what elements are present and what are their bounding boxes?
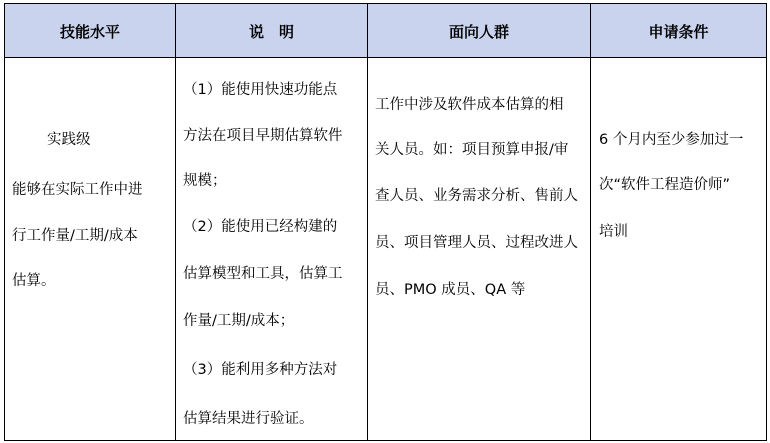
header-description: 说 明: [248, 22, 294, 41]
header-conditions: 申请条件: [648, 22, 709, 41]
description-line: 估算模型和工具，估算工: [183, 266, 343, 282]
audience-line: 员、PMO 成员、QA 等: [375, 282, 526, 298]
description-line: 规模；: [183, 173, 227, 189]
description-line: （3）能利用多种方法对: [183, 362, 338, 378]
skill-level-cell: [5, 58, 175, 440]
audience-line: 员、项目管理人员、过程改进人: [375, 235, 578, 251]
audience-line: 工作中涉及软件成本估算的相: [375, 97, 564, 113]
conditions-line: 6 个月内至少参加过一: [599, 132, 744, 148]
conditions-cell: [591, 58, 766, 440]
audience-cell: [368, 58, 590, 440]
skill-level-line: 行工作量/工期/成本: [12, 228, 138, 244]
header-skill-level: 技能水平: [59, 22, 120, 41]
conditions-line: 次“软件工程造价师”: [599, 177, 731, 193]
header-audience: 面向人群: [448, 22, 509, 41]
description-cell: [176, 58, 367, 440]
skill-level-title: 实践级: [47, 132, 91, 148]
audience-line: 查人员、业务需求分析、售前人: [375, 188, 578, 204]
skill-level-line: 估算。: [12, 273, 56, 289]
description-line: 作量/工期/成本；: [183, 313, 295, 329]
audience-line: 关人员。如：项目预算申报/审: [375, 142, 569, 158]
skill-level-line: 能够在实际工作中进: [12, 182, 143, 198]
requirements-table: [4, 3, 767, 441]
description-line: 估算结果进行验证。: [183, 411, 314, 427]
conditions-line: 培训: [599, 224, 628, 240]
description-line: （2）能使用已经构建的: [183, 219, 338, 235]
description-line: （1）能使用快速功能点: [183, 82, 338, 98]
description-line: 方法在项目早期估算软件: [183, 128, 343, 144]
